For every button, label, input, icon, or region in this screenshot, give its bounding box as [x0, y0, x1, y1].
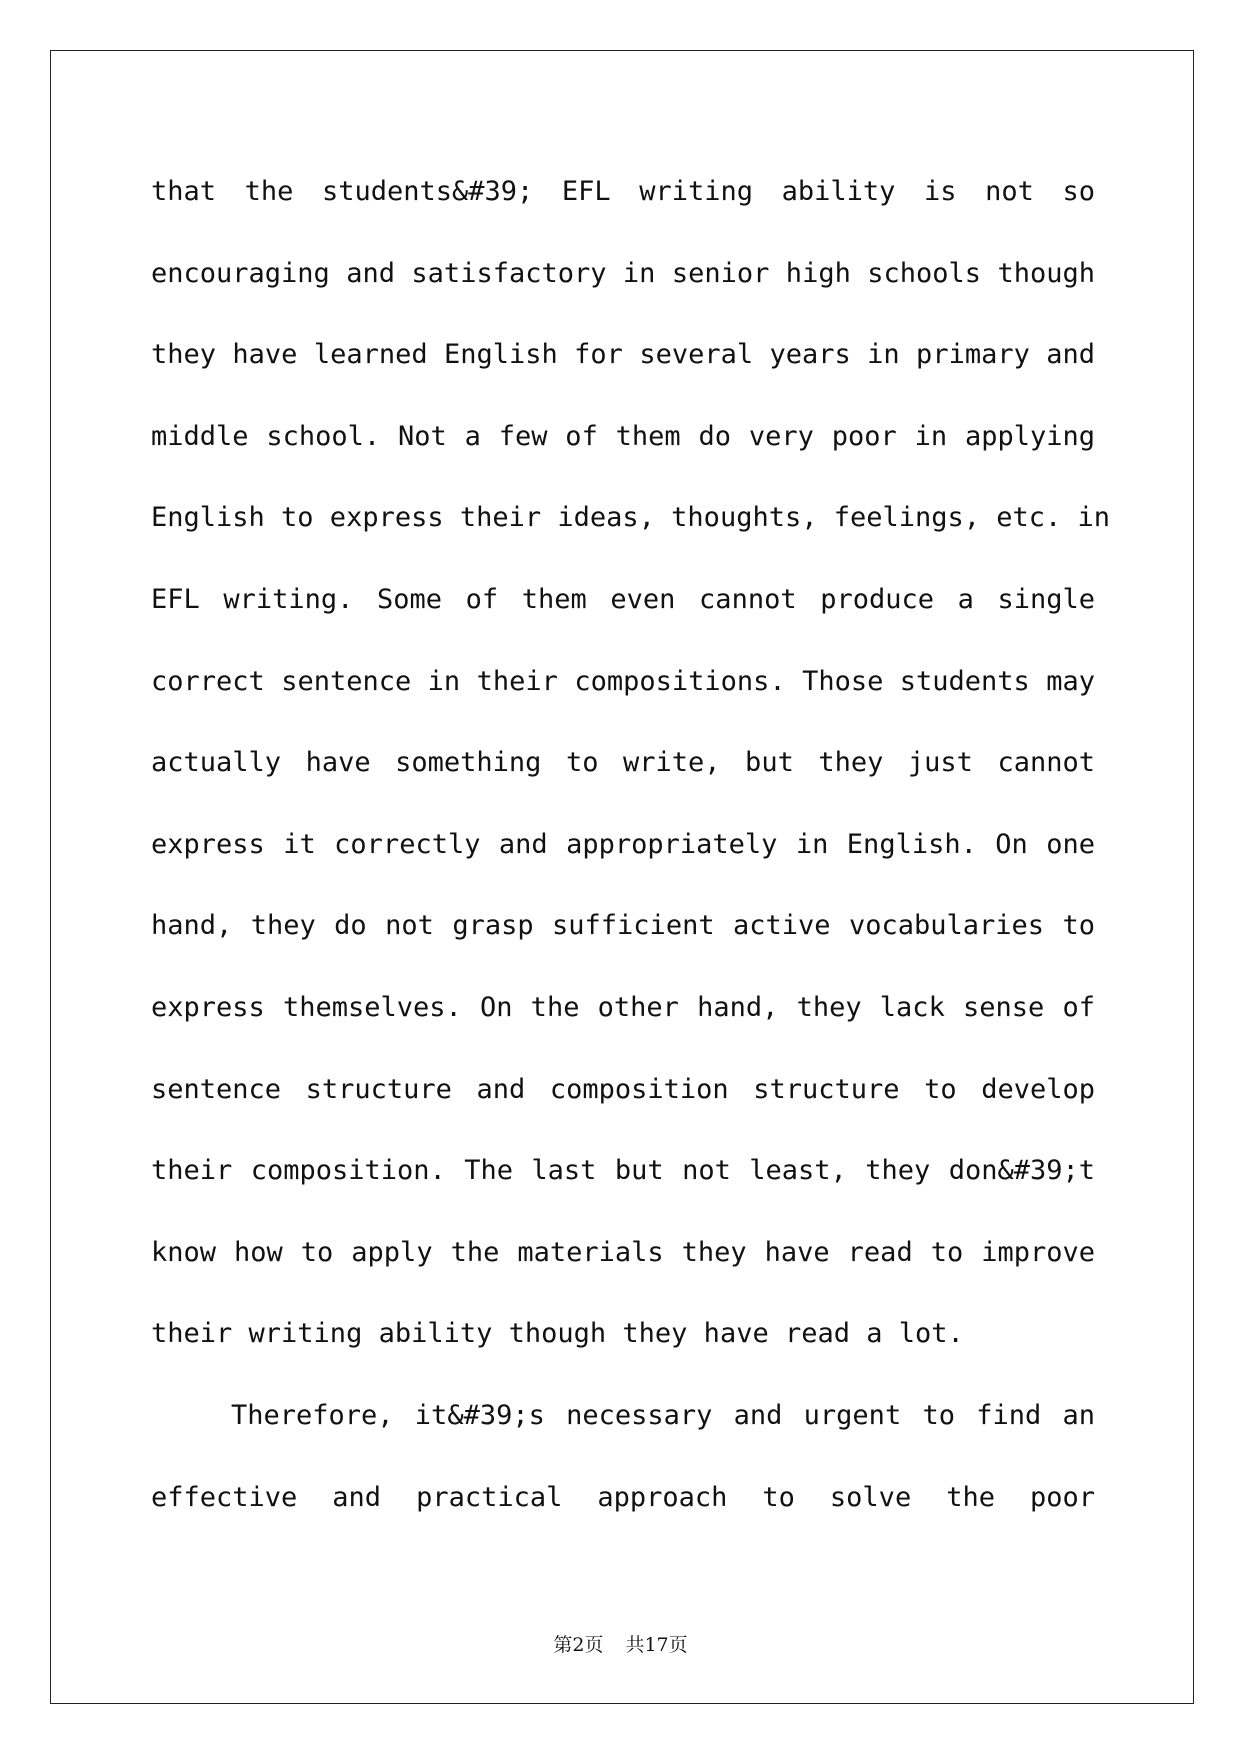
text-line: effective and practical approach to solve the poor — [151, 1481, 1095, 1513]
text-line: their composition. The last but not least, they don&#39;t — [151, 1155, 1095, 1187]
text-line: sentence structure and composition structure to develop — [151, 1073, 1095, 1105]
text-line: their writing ability though they have read a lot. — [151, 1318, 964, 1350]
text-line: Therefore, it&#39;s necessary and urgent to find an — [231, 1399, 1095, 1431]
text-line: English to express their ideas, thoughts, feelings, etc. in — [151, 502, 1111, 534]
text-line: express themselves. On the other hand, they lack sense of — [151, 991, 1095, 1023]
text-line: encouraging and satisfactory in senior high schools though — [151, 257, 1095, 289]
page-number: 第2页 — [553, 1634, 604, 1656]
text-line: hand, they do not grasp sufficient active vocabularies to — [151, 910, 1095, 942]
text-line: they have learned English for several years in primary and — [151, 339, 1095, 371]
page-total: 共17页 — [625, 1634, 688, 1656]
page-footer — [0, 1630, 1241, 1657]
text-line: know how to apply the materials they have read to improve — [151, 1236, 1095, 1268]
text-line: correct sentence in their compositions. Those students may — [151, 665, 1095, 697]
text-line: middle school. Not a few of them do very poor in applying — [151, 420, 1095, 452]
text-line: actually have something to write, but they just cannot — [151, 747, 1095, 779]
text-line: that the students&#39; EFL writing ability is not so — [151, 176, 1095, 207]
text-line: express it correctly and appropriately in English. On one — [151, 828, 1095, 860]
body-text — [151, 151, 1111, 1538]
text-line: EFL writing. Some of them even cannot produce a single — [151, 583, 1095, 615]
